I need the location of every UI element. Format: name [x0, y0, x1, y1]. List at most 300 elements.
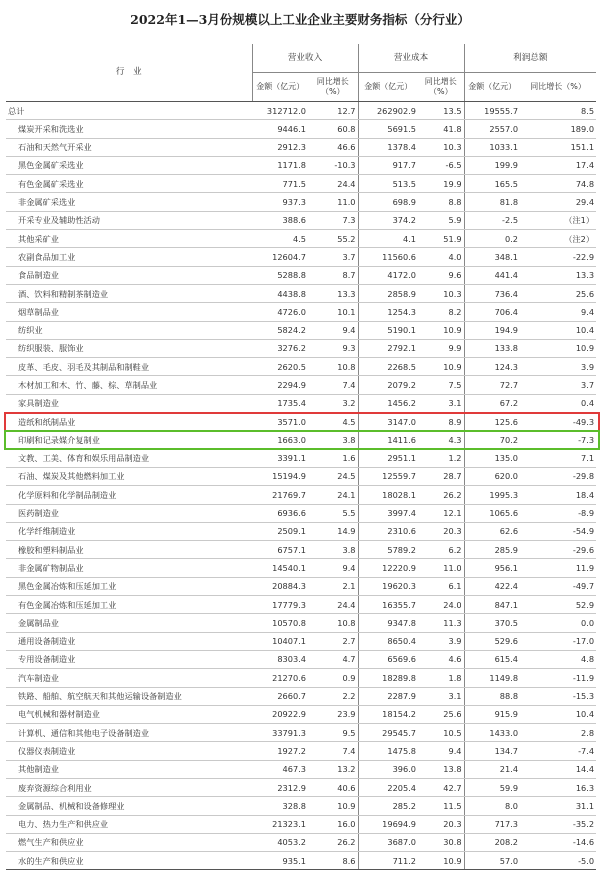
profit-growth-cell: -29.6 [520, 541, 596, 559]
cost-growth-cell: 20.3 [418, 522, 464, 540]
table-row [6, 559, 596, 577]
profit-growth-cell: -11.9 [520, 669, 596, 687]
table-row [6, 321, 596, 339]
table-row [6, 449, 596, 467]
cost-growth-cell: 9.6 [418, 266, 464, 284]
profit-growth-cell: 3.7 [520, 376, 596, 394]
cost-growth-cell: 8.9 [418, 413, 464, 431]
profit-amount-cell: 194.9 [464, 321, 520, 339]
profit-amount-cell: 125.6 [464, 413, 520, 431]
profit-growth-cell: -14.6 [520, 833, 596, 851]
cost-growth-cell: 10.5 [418, 724, 464, 742]
industry-name: 电气机械和器材制造业 [6, 705, 252, 723]
profit-growth-cell: 11.9 [520, 559, 596, 577]
table-row [6, 303, 596, 321]
profit-growth-cell: 31.1 [520, 797, 596, 815]
cost-growth-cell: 10.3 [418, 138, 464, 156]
table-row [6, 669, 596, 687]
revenue-growth-cell: 2.2 [308, 687, 358, 705]
revenue-amount-cell: 10407.1 [252, 632, 308, 650]
industry-name: 仪器仪表制造业 [6, 742, 252, 760]
profit-amount-cell: 441.4 [464, 266, 520, 284]
cost-growth-cell: 4.3 [418, 431, 464, 449]
cost-amount-cell: 262902.9 [358, 102, 418, 120]
cost-growth-cell: 26.2 [418, 486, 464, 504]
revenue-amount-cell: 935.1 [252, 852, 308, 870]
industry-name: 汽车制造业 [6, 669, 252, 687]
cost-amount-cell: 2268.5 [358, 358, 418, 376]
industry-name: 黑色金属矿采选业 [6, 156, 252, 174]
revenue-growth-cell: 9.5 [308, 724, 358, 742]
cost-growth-cell: 4.6 [418, 650, 464, 668]
cost-growth-cell: 28.7 [418, 467, 464, 485]
revenue-growth-cell: 13.3 [308, 284, 358, 302]
cost-amount-cell: 29545.7 [358, 724, 418, 742]
profit-amount-cell: 81.8 [464, 193, 520, 211]
revenue-growth-cell: 12.7 [308, 102, 358, 120]
cost-amount-cell: 8650.4 [358, 632, 418, 650]
cost-amount-cell: 19620.3 [358, 577, 418, 595]
profit-growth-cell: 8.5 [520, 102, 596, 120]
profit-growth-cell: 17.4 [520, 156, 596, 174]
table-row [6, 833, 596, 851]
industry-name: 化学原料和化学制品制造业 [6, 486, 252, 504]
revenue-amount-cell: 1735.4 [252, 394, 308, 412]
industry-name: 非金属矿采选业 [6, 193, 252, 211]
profit-amount-cell: 67.2 [464, 394, 520, 412]
revenue-amount-cell: 21769.7 [252, 486, 308, 504]
table-row [6, 742, 596, 760]
cost-growth-cell: 41.8 [418, 120, 464, 138]
cost-amount-cell: 2205.4 [358, 778, 418, 796]
cost-amount-cell: 19694.9 [358, 815, 418, 833]
revenue-growth-cell: 40.6 [308, 778, 358, 796]
table-row [6, 156, 596, 174]
profit-amount-cell: 124.3 [464, 358, 520, 376]
profit-amount-cell: 19555.7 [464, 102, 520, 120]
profit-amount-cell: 135.0 [464, 449, 520, 467]
profit-growth-cell: -5.0 [520, 852, 596, 870]
table-row [6, 760, 596, 778]
profit-growth-cell: （注1） [520, 211, 596, 229]
cost-growth-header: 同比增长（%） [418, 73, 464, 102]
cost-amount-cell: 711.2 [358, 852, 418, 870]
cost-amount-cell: 9347.8 [358, 614, 418, 632]
revenue-growth-cell: 11.0 [308, 193, 358, 211]
revenue-growth-cell: 24.5 [308, 467, 358, 485]
table-row [6, 724, 596, 742]
revenue-amount-cell: 388.6 [252, 211, 308, 229]
table-row [6, 778, 596, 796]
revenue-growth-cell: 46.6 [308, 138, 358, 156]
cost-amount-cell: 513.5 [358, 175, 418, 193]
industry-name: 有色金属冶炼和压延加工业 [6, 596, 252, 614]
revenue-growth-cell: 3.8 [308, 431, 358, 449]
cost-growth-cell: 3.1 [418, 687, 464, 705]
cost-amount-cell: 6569.6 [358, 650, 418, 668]
revenue-growth-cell: 7.4 [308, 376, 358, 394]
table-row [6, 120, 596, 138]
revenue-growth-cell: 23.9 [308, 705, 358, 723]
revenue-growth-cell: 16.0 [308, 815, 358, 833]
table-row [6, 852, 596, 870]
profit-growth-cell: -7.4 [520, 742, 596, 760]
cost-amount-cell: 2287.9 [358, 687, 418, 705]
table-row [6, 687, 596, 705]
profit-growth-cell: 18.4 [520, 486, 596, 504]
cost-growth-cell: 9.9 [418, 339, 464, 357]
industry-name: 金属制品业 [6, 614, 252, 632]
revenue-amount-cell: 2912.3 [252, 138, 308, 156]
revenue-amount-cell: 328.8 [252, 797, 308, 815]
cost-amount-cell: 396.0 [358, 760, 418, 778]
profit-amount-cell: 199.9 [464, 156, 520, 174]
profit-growth-cell: 10.4 [520, 321, 596, 339]
profit-amount-cell: 21.4 [464, 760, 520, 778]
revenue-growth-cell: 9.3 [308, 339, 358, 357]
revenue-growth-cell: 55.2 [308, 230, 358, 248]
profit-amount-cell: 847.1 [464, 596, 520, 614]
table-row [6, 431, 596, 449]
profit-growth-cell: -17.0 [520, 632, 596, 650]
cost-growth-cell: 6.2 [418, 541, 464, 559]
revenue-amount-header: 金额（亿元） [252, 73, 308, 102]
revenue-amount-cell: 6757.1 [252, 541, 308, 559]
cost-growth-cell: 10.9 [418, 321, 464, 339]
revenue-amount-cell: 4726.0 [252, 303, 308, 321]
cost-amount-cell: 3147.0 [358, 413, 418, 431]
industry-name: 非金属矿物制品业 [6, 559, 252, 577]
profit-amount-cell: 72.7 [464, 376, 520, 394]
cost-growth-cell: 7.5 [418, 376, 464, 394]
table-row [6, 284, 596, 302]
profit-amount-cell: 88.8 [464, 687, 520, 705]
profit-amount-header: 金额（亿元） [464, 73, 520, 102]
cost-amount-cell: 285.2 [358, 797, 418, 815]
profit-growth-cell: 7.1 [520, 449, 596, 467]
table-row [6, 614, 596, 632]
revenue-growth-cell: 4.7 [308, 650, 358, 668]
revenue-growth-cell: 2.7 [308, 632, 358, 650]
cost-amount-cell: 2951.1 [358, 449, 418, 467]
cost-growth-cell: 13.5 [418, 102, 464, 120]
cost-growth-cell: 11.5 [418, 797, 464, 815]
table-row [6, 339, 596, 357]
industry-name: 造纸和纸制品业 [6, 413, 252, 431]
industry-name: 煤炭开采和洗选业 [6, 120, 252, 138]
profit-growth-cell: -8.9 [520, 504, 596, 522]
profit-growth-cell: 25.6 [520, 284, 596, 302]
profit-amount-cell: 62.6 [464, 522, 520, 540]
revenue-amount-cell: 5288.8 [252, 266, 308, 284]
profit-growth-cell: （注2） [520, 230, 596, 248]
cost-amount-cell: 1378.4 [358, 138, 418, 156]
cost-amount-cell: 11560.6 [358, 248, 418, 266]
industry-header: 行 业 [6, 44, 252, 102]
revenue-growth-cell: 8.7 [308, 266, 358, 284]
profit-amount-cell: 0.2 [464, 230, 520, 248]
profit-growth-cell: 0.4 [520, 394, 596, 412]
profit-amount-cell: -2.5 [464, 211, 520, 229]
cost-amount-cell: 698.9 [358, 193, 418, 211]
cost-amount-header: 金额（亿元） [358, 73, 418, 102]
profit-amount-cell: 348.1 [464, 248, 520, 266]
revenue-amount-cell: 9446.1 [252, 120, 308, 138]
profit-amount-cell: 615.4 [464, 650, 520, 668]
profit-amount-cell: 529.6 [464, 632, 520, 650]
profit-growth-cell: 52.9 [520, 596, 596, 614]
revenue-amount-cell: 33791.3 [252, 724, 308, 742]
profit-amount-cell: 1995.3 [464, 486, 520, 504]
cost-growth-cell: 1.2 [418, 449, 464, 467]
revenue-growth-cell: 10.1 [308, 303, 358, 321]
profit-growth-cell: -15.3 [520, 687, 596, 705]
profit-amount-cell: 208.2 [464, 833, 520, 851]
profit-growth-cell: 151.1 [520, 138, 596, 156]
revenue-amount-cell: 4053.2 [252, 833, 308, 851]
industry-name: 黑色金属冶炼和压延加工业 [6, 577, 252, 595]
table-row [6, 102, 596, 120]
revenue-growth-cell: 1.6 [308, 449, 358, 467]
table-row [6, 248, 596, 266]
profit-growth-cell: 189.0 [520, 120, 596, 138]
revenue-amount-cell: 771.5 [252, 175, 308, 193]
cost-amount-cell: 18154.2 [358, 705, 418, 723]
profit-amount-cell: 134.7 [464, 742, 520, 760]
table-row [6, 394, 596, 412]
table-row [6, 486, 596, 504]
cost-growth-cell: 11.3 [418, 614, 464, 632]
industry-name: 酒、饮料和精制茶制造业 [6, 284, 252, 302]
industry-name: 皮革、毛皮、羽毛及其制品和制鞋业 [6, 358, 252, 376]
profit-growth-cell: -29.8 [520, 467, 596, 485]
table-row [6, 504, 596, 522]
revenue-growth-header: 同比增长（%） [308, 73, 358, 102]
revenue-amount-cell: 1663.0 [252, 431, 308, 449]
table-row [6, 632, 596, 650]
industry-name: 专用设备制造业 [6, 650, 252, 668]
table-row [6, 650, 596, 668]
profit-growth-cell: 13.3 [520, 266, 596, 284]
industry-name: 总计 [6, 102, 252, 120]
revenue-amount-cell: 20884.3 [252, 577, 308, 595]
cost-amount-cell: 3997.4 [358, 504, 418, 522]
revenue-amount-cell: 5824.2 [252, 321, 308, 339]
cost-amount-cell: 5691.5 [358, 120, 418, 138]
revenue-growth-cell: 8.6 [308, 852, 358, 870]
industry-name: 橡胶和塑料制品业 [6, 541, 252, 559]
industry-name: 农副食品加工业 [6, 248, 252, 266]
profit-amount-cell: 370.5 [464, 614, 520, 632]
revenue-amount-cell: 2294.9 [252, 376, 308, 394]
cost-amount-cell: 18028.1 [358, 486, 418, 504]
revenue-growth-cell: 7.4 [308, 742, 358, 760]
profit-growth-cell: -7.3 [520, 431, 596, 449]
industry-name: 通用设备制造业 [6, 632, 252, 650]
profit-growth-cell: 29.4 [520, 193, 596, 211]
table-row [6, 266, 596, 284]
table-header [6, 44, 596, 102]
revenue-amount-cell: 12604.7 [252, 248, 308, 266]
revenue-growth-cell: 13.2 [308, 760, 358, 778]
cost-growth-cell: 11.0 [418, 559, 464, 577]
profit-amount-cell: 8.0 [464, 797, 520, 815]
table-row [6, 797, 596, 815]
profit-growth-cell: -54.9 [520, 522, 596, 540]
cost-amount-cell: 4172.0 [358, 266, 418, 284]
cost-growth-cell: 19.9 [418, 175, 464, 193]
industry-name: 石油和天然气开采业 [6, 138, 252, 156]
revenue-amount-cell: 312712.0 [252, 102, 308, 120]
profit-amount-cell: 70.2 [464, 431, 520, 449]
revenue-amount-cell: 21270.6 [252, 669, 308, 687]
cost-amount-cell: 5190.1 [358, 321, 418, 339]
profit-growth-cell: 14.4 [520, 760, 596, 778]
table-row [6, 193, 596, 211]
industry-name: 水的生产和供应业 [6, 852, 252, 870]
revenue-amount-cell: 2509.1 [252, 522, 308, 540]
profit-amount-cell: 1033.1 [464, 138, 520, 156]
revenue-amount-cell: 2312.9 [252, 778, 308, 796]
revenue-growth-cell: -10.3 [308, 156, 358, 174]
profit-growth-cell: 74.8 [520, 175, 596, 193]
cost-amount-cell: 1254.3 [358, 303, 418, 321]
revenue-amount-cell: 1927.2 [252, 742, 308, 760]
profit-amount-cell: 915.9 [464, 705, 520, 723]
profit-growth-cell: -49.3 [520, 413, 596, 431]
cost-amount-cell: 1456.2 [358, 394, 418, 412]
cost-growth-cell: 12.1 [418, 504, 464, 522]
cost-growth-cell: 51.9 [418, 230, 464, 248]
cost-growth-cell: 9.4 [418, 742, 464, 760]
industry-name: 电力、热力生产和供应业 [6, 815, 252, 833]
industry-name: 废弃资源综合利用业 [6, 778, 252, 796]
profit-amount-cell: 59.9 [464, 778, 520, 796]
revenue-growth-cell: 3.7 [308, 248, 358, 266]
revenue-growth-cell: 4.5 [308, 413, 358, 431]
revenue-amount-cell: 20922.9 [252, 705, 308, 723]
cost-header: 营业成本 [358, 44, 464, 73]
table-row [6, 175, 596, 193]
industry-name: 纺织业 [6, 321, 252, 339]
profit-amount-cell: 1149.8 [464, 669, 520, 687]
revenue-amount-cell: 15194.9 [252, 467, 308, 485]
revenue-growth-cell: 10.9 [308, 797, 358, 815]
cost-growth-cell: 25.6 [418, 705, 464, 723]
table-row [6, 230, 596, 248]
cost-growth-cell: -6.5 [418, 156, 464, 174]
revenue-amount-cell: 3391.1 [252, 449, 308, 467]
table-row [6, 413, 596, 431]
profit-growth-header: 同比增长（%） [520, 73, 596, 102]
table-row [6, 522, 596, 540]
profit-amount-cell: 133.8 [464, 339, 520, 357]
profit-amount-cell: 165.5 [464, 175, 520, 193]
revenue-growth-cell: 26.2 [308, 833, 358, 851]
cost-growth-cell: 3.1 [418, 394, 464, 412]
revenue-amount-cell: 8303.4 [252, 650, 308, 668]
page-title: 2022年1—3月份规模以上工业企业主要财务指标（分行业） [130, 12, 470, 27]
profit-growth-cell: 9.4 [520, 303, 596, 321]
revenue-growth-cell: 3.8 [308, 541, 358, 559]
profit-amount-cell: 736.4 [464, 284, 520, 302]
table-row [6, 211, 596, 229]
revenue-amount-cell: 3571.0 [252, 413, 308, 431]
revenue-growth-cell: 10.8 [308, 358, 358, 376]
revenue-growth-cell: 5.5 [308, 504, 358, 522]
profit-growth-cell: 16.3 [520, 778, 596, 796]
cost-amount-cell: 2079.2 [358, 376, 418, 394]
revenue-amount-cell: 17779.3 [252, 596, 308, 614]
revenue-amount-cell: 2620.5 [252, 358, 308, 376]
profit-amount-cell: 956.1 [464, 559, 520, 577]
table-row [6, 815, 596, 833]
industry-name: 纺织服装、服饰业 [6, 339, 252, 357]
revenue-amount-cell: 937.3 [252, 193, 308, 211]
cost-amount-cell: 2792.1 [358, 339, 418, 357]
revenue-amount-cell: 4438.8 [252, 284, 308, 302]
profit-amount-cell: 706.4 [464, 303, 520, 321]
financial-table [6, 44, 596, 870]
cost-growth-cell: 8.8 [418, 193, 464, 211]
industry-name: 烟草制品业 [6, 303, 252, 321]
profit-growth-cell: -35.2 [520, 815, 596, 833]
profit-amount-cell: 1065.6 [464, 504, 520, 522]
profit-amount-cell: 1433.0 [464, 724, 520, 742]
cost-growth-cell: 6.1 [418, 577, 464, 595]
industry-name: 其他制造业 [6, 760, 252, 778]
industry-name: 石油、煤炭及其他燃料加工业 [6, 467, 252, 485]
cost-growth-cell: 3.9 [418, 632, 464, 650]
cost-amount-cell: 4.1 [358, 230, 418, 248]
revenue-amount-cell: 6936.6 [252, 504, 308, 522]
industry-name: 食品制造业 [6, 266, 252, 284]
cost-growth-cell: 10.3 [418, 284, 464, 302]
profit-amount-cell: 620.0 [464, 467, 520, 485]
revenue-growth-cell: 2.1 [308, 577, 358, 595]
cost-growth-cell: 10.9 [418, 358, 464, 376]
industry-name: 燃气生产和供应业 [6, 833, 252, 851]
cost-amount-cell: 374.2 [358, 211, 418, 229]
industry-name: 木材加工和木、竹、藤、棕、草制品业 [6, 376, 252, 394]
revenue-growth-cell: 9.4 [308, 321, 358, 339]
revenue-amount-cell: 4.5 [252, 230, 308, 248]
profit-growth-cell: 0.0 [520, 614, 596, 632]
profit-growth-cell: 10.4 [520, 705, 596, 723]
industry-name: 医药制造业 [6, 504, 252, 522]
industry-name: 计算机、通信和其他电子设备制造业 [6, 724, 252, 742]
revenue-growth-cell: 3.2 [308, 394, 358, 412]
industry-name: 开采专业及辅助性活动 [6, 211, 252, 229]
cost-growth-cell: 20.3 [418, 815, 464, 833]
revenue-growth-cell: 24.4 [308, 596, 358, 614]
cost-growth-cell: 5.9 [418, 211, 464, 229]
cost-amount-cell: 18289.8 [358, 669, 418, 687]
table-body [6, 102, 596, 870]
industry-name: 文教、工美、体育和娱乐用品制造业 [6, 449, 252, 467]
table-row [6, 541, 596, 559]
cost-amount-cell: 917.7 [358, 156, 418, 174]
cost-amount-cell: 16355.7 [358, 596, 418, 614]
cost-amount-cell: 2858.9 [358, 284, 418, 302]
table-row [6, 138, 596, 156]
profit-amount-cell: 422.4 [464, 577, 520, 595]
cost-amount-cell: 12220.9 [358, 559, 418, 577]
profit-growth-cell: -49.7 [520, 577, 596, 595]
revenue-growth-cell: 9.4 [308, 559, 358, 577]
industry-name: 有色金属矿采选业 [6, 175, 252, 193]
profit-amount-cell: 57.0 [464, 852, 520, 870]
